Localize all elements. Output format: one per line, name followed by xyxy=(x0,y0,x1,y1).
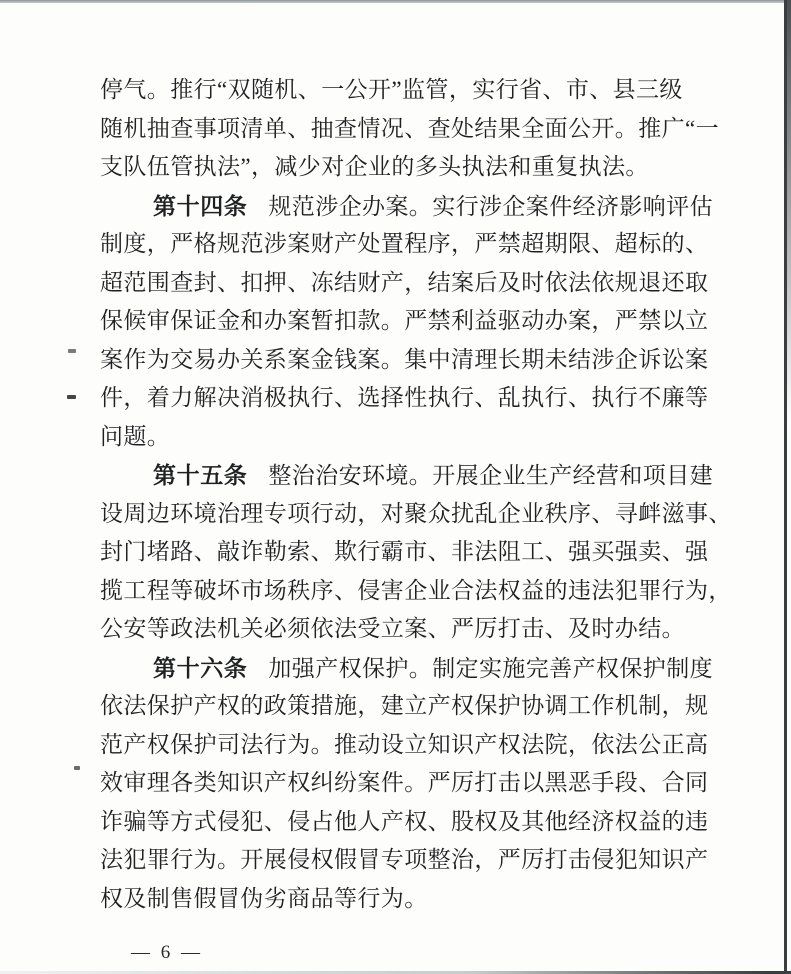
text-line xyxy=(100,225,740,264)
line-text: 停气。推行“双随机、一公开”监管，实行省、市、县三级 xyxy=(100,77,683,102)
text-line xyxy=(100,764,740,803)
line-text: 诈骗等方式侵犯、侵占他人产权、股权及其他经济权益的违 xyxy=(100,808,709,834)
line-text: 公安等政法机关必须依法受立案、严厉打击、及时办结。 xyxy=(100,616,685,641)
text-line xyxy=(100,880,740,919)
text-line xyxy=(100,418,740,457)
document-body xyxy=(100,71,740,918)
line-text: 范产权保护司法行为。推动设立知识产权法院，依法公正高 xyxy=(100,731,709,757)
text-line xyxy=(100,572,740,611)
text-line xyxy=(100,533,740,572)
line-text: 问题。 xyxy=(100,423,171,449)
line-text: 保候审保证金和办案暂扣款。严禁利益驱动办案，严禁以立 xyxy=(100,308,709,333)
text-line xyxy=(100,687,740,726)
line-text: 整治治安环境。开展企业生产经营和项目建 xyxy=(268,463,714,488)
line-text: 随机抽查事项清单、抽查情况、查处结果全面公开。推广“一 xyxy=(100,115,720,141)
scan-edge-right-shadow xyxy=(787,0,791,420)
scan-speck xyxy=(68,349,76,353)
text-line xyxy=(100,341,740,380)
line-text: 加强产权保护。制定实施完善产权保护制度 xyxy=(268,655,714,681)
text-line xyxy=(100,841,740,880)
line-text: 制度，严格规范涉案财产处置程序，严禁超期限、超标的、 xyxy=(100,231,709,256)
text-line xyxy=(100,495,740,534)
article-number: 第十六条 xyxy=(153,654,248,681)
line-text: 法犯罪行为。开展侵权假冒专项整治，严厉打击侵犯知识产 xyxy=(100,847,709,872)
text-line xyxy=(100,379,740,418)
section-heading-article-16 xyxy=(100,649,740,688)
text-line xyxy=(100,148,740,187)
line-text: 支队伍管执法”，减少对企业的多头执法和重复执法。 xyxy=(100,154,649,179)
line-text: 规范涉企办案。实行涉企案件经济影响评估 xyxy=(268,193,714,219)
line-text: 揽工程等破坏市场秩序、侵害企业合法权益的违法犯罪行为， xyxy=(100,577,732,603)
line-text: 超范围查封、扣押、冻结财产，结案后及时依法依规退还取 xyxy=(100,269,709,295)
line-text: 案作为交易办关系案金钱案。集中清理长期未结涉企诉讼案 xyxy=(100,346,709,372)
scan-edge-top xyxy=(0,0,791,3)
line-text: 权及制售假冒伪劣商品等行为。 xyxy=(100,885,428,911)
text-line xyxy=(100,302,740,341)
text-line xyxy=(100,264,740,303)
text-line xyxy=(100,803,740,842)
text-line xyxy=(100,726,740,765)
section-heading-article-14 xyxy=(100,187,740,226)
scan-speck xyxy=(67,395,76,399)
line-text: 件，着力解决消极执行、选择性执行、乱执行、执行不廉等 xyxy=(100,385,709,410)
article-number: 第十五条 xyxy=(153,462,248,488)
text-line xyxy=(100,110,740,149)
line-text: 封门堵路、敲诈勒索、欺行霸市、非法阻工、强买强卖、强 xyxy=(100,539,709,564)
page-number: — 6 — xyxy=(131,942,203,963)
text-line xyxy=(100,610,740,649)
article-number: 第十四条 xyxy=(153,192,248,219)
text-line xyxy=(100,71,740,110)
scan-speck xyxy=(74,766,80,770)
line-text: 依法保护产权的政策措施，建立产权保护协调工作机制，规 xyxy=(100,693,709,718)
line-text: 设周边环境治理专项行动，对聚众扰乱企业秩序、寻衅滋事、 xyxy=(100,500,732,526)
line-text: 效审理各类知识产权纠纷案件。严厉打击以黑恶手段、合同 xyxy=(100,770,709,795)
section-heading-article-15 xyxy=(100,456,740,495)
